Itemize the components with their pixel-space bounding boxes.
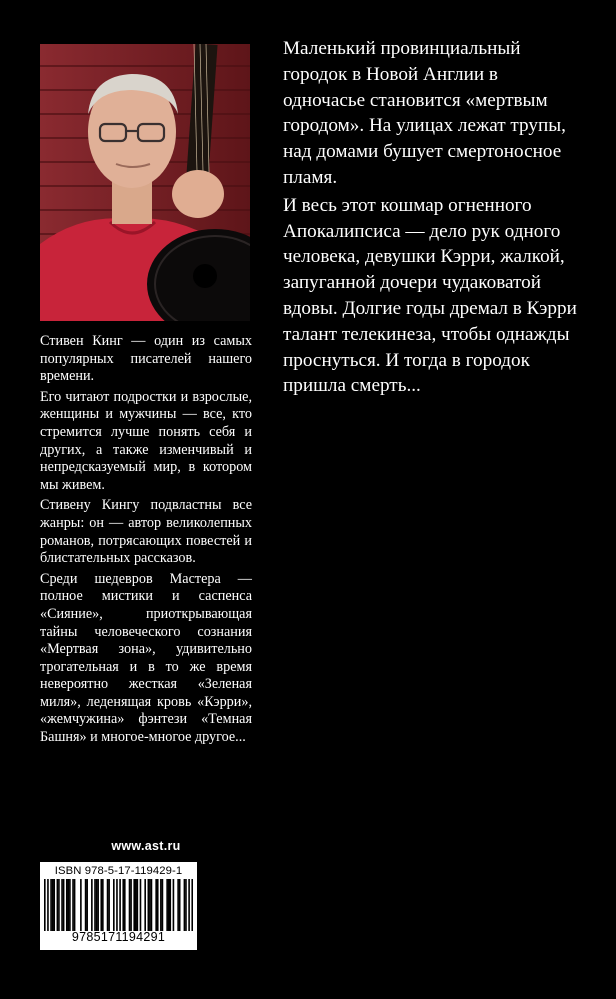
barcode-bar xyxy=(157,879,159,931)
author-bio-paragraph: Его читают подростки и взрослые, женщины и мужчины — все, кто стремится лучше понять себя и других, а также изменчивый и непредсказуемый мир, в котором мы живем. xyxy=(40,388,252,493)
barcode-bar xyxy=(166,879,168,931)
barcode-bar xyxy=(69,879,71,931)
barcode-bar xyxy=(63,879,65,931)
barcode-block xyxy=(40,862,197,950)
barcode-bar xyxy=(52,879,54,931)
barcode-bar xyxy=(102,879,104,931)
isbn-label: ISBN 978-5-17-119429-1 xyxy=(54,865,183,877)
barcode-bar xyxy=(140,879,142,931)
barcode-bar xyxy=(129,879,131,931)
barcode-bar xyxy=(85,879,87,931)
barcode-bar xyxy=(151,879,153,931)
synopsis-paragraph: Маленький провинциальный городок в Новой Англии в одночасье становится «мертвым городом». На улицах лежат трупы, над домами бушует смертоносное пламя. xyxy=(283,38,566,188)
barcode-bar xyxy=(68,879,70,931)
author-bio-paragraph: Среди шедевров Мастера — полное мистики и саспенса «Сияние», приоткрывающая тайны человеческого сознания «Мертвая зона», удивительно трогательная и в то же время невероятно жесткая «Зеленая миля», леденящая кровь «Кэрри», «жемчужина» фэнтези «Темная Башня» и многое-многое другое... xyxy=(40,570,252,746)
barcode-bar xyxy=(50,879,52,931)
barcode-bar xyxy=(107,879,109,931)
barcode-bar xyxy=(191,879,193,931)
barcode-bar xyxy=(179,879,181,931)
barcode-bar xyxy=(188,879,190,931)
barcode-bar xyxy=(130,879,132,931)
barcode-bar xyxy=(86,879,88,931)
author-bio-paragraph: Стивену Кингу подвластны все жанры: он — автор великолепных романов, потрясающих повестей и блистательных рассказов. xyxy=(40,497,252,567)
barcode-bar xyxy=(66,879,68,931)
barcode-bar xyxy=(133,879,135,931)
barcode-bar xyxy=(148,879,150,931)
barcode-bar xyxy=(58,879,60,931)
barcode-icon xyxy=(44,879,193,931)
barcode-bar xyxy=(144,879,146,931)
barcode-bar xyxy=(94,879,96,931)
barcode-bar xyxy=(74,879,76,931)
barcode-bar xyxy=(97,879,99,931)
barcode-bar xyxy=(173,879,175,931)
book-synopsis xyxy=(283,36,583,401)
barcode-bar xyxy=(177,879,179,931)
barcode-bar xyxy=(184,879,186,931)
barcode-bar xyxy=(108,879,110,931)
barcode-bar xyxy=(149,879,151,931)
publisher-website: www.ast.ru xyxy=(111,839,181,853)
barcode-bar xyxy=(122,879,124,931)
author-bio-paragraph: Стивен Кинг — один из самых популярных писателей нашего времени. xyxy=(40,333,252,385)
barcode-bar xyxy=(53,879,55,931)
synopsis-paragraph: И весь этот кошмар огненного Апокалипсиса — дело рук одного человека, девушки Кэрри, жалкой, запуганной дочери чудаковатой вдовы. Долгие годы дремал в Кэрри талант телекинеза, чтобы однажды проснуться. И тогда в городок пришла смерть... xyxy=(283,194,577,397)
barcode-bar xyxy=(72,879,74,931)
barcode-digits: 9785171194291 xyxy=(71,930,166,944)
barcode-bar xyxy=(169,879,171,931)
barcode-bar xyxy=(61,879,63,931)
barcode-bar xyxy=(57,879,59,931)
barcode-bar xyxy=(124,879,126,931)
author-photo xyxy=(40,44,250,321)
barcode-bar xyxy=(137,879,139,931)
barcode-bar xyxy=(113,879,115,931)
barcode-bar xyxy=(80,879,82,931)
barcode-bar xyxy=(135,879,137,931)
barcode-bar xyxy=(116,879,118,931)
barcode-bar xyxy=(162,879,164,931)
barcode-bar xyxy=(155,879,157,931)
barcode-bar xyxy=(44,879,46,931)
barcode-bar xyxy=(47,879,49,931)
barcode-bar xyxy=(96,879,98,931)
barcode-bar xyxy=(168,879,170,931)
author-portrait-image xyxy=(40,44,250,321)
barcode-bar xyxy=(100,879,102,931)
barcode-bar xyxy=(185,879,187,931)
barcode-bar xyxy=(160,879,162,931)
author-bio xyxy=(40,333,252,750)
barcode-bar xyxy=(91,879,93,931)
barcode-bar xyxy=(119,879,121,931)
